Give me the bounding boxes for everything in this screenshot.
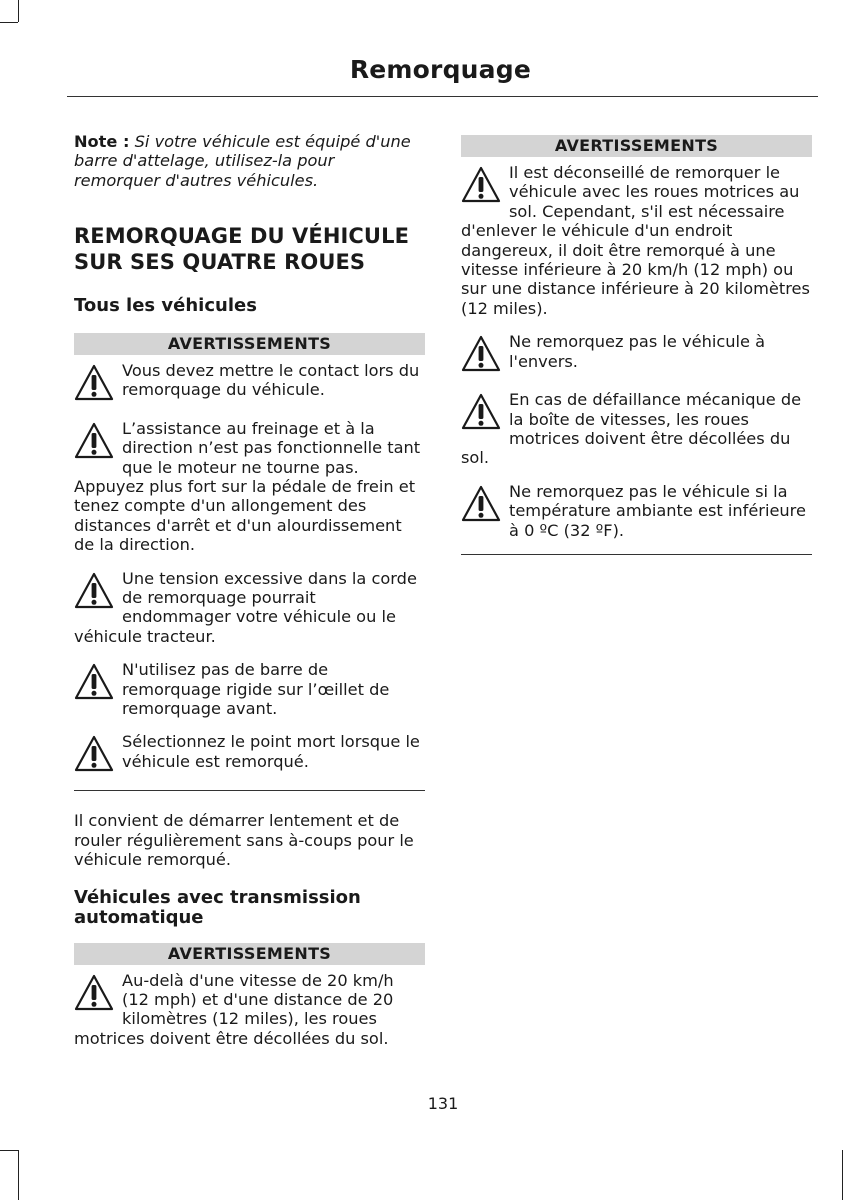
warning-item [74, 569, 425, 647]
warning-triangle-icon [74, 361, 118, 405]
warnings-header: AVERTISSEMENTS [74, 943, 425, 965]
crop-mark [18, 1150, 19, 1200]
crop-mark [0, 22, 18, 23]
left-column [74, 132, 425, 1062]
warning-text: Il est déconseillé de remorquer le véhicule avec les roues motrices au sol. Cependant, s'il est nécessaire d'enlever le véhicule d'un endroit dangereux, il doit être remorqué à une vitesse inférieure à 20 km/h (12 mph) ou sur une distance inférieure à 20 kilomètres (12 miles). [461, 163, 810, 318]
warning-text: Vous devez mettre le contact lors du remorquage du véhicule. [122, 360, 420, 400]
body-paragraph: Il convient de démarrer lentement et de rouler régulièrement sans à-coups pour le véhicule remorqué. [74, 811, 414, 870]
warning-item [461, 390, 812, 468]
subheading-automatic: Véhicules avec transmission automatique [74, 886, 361, 929]
warnings-header: AVERTISSEMENTS [74, 333, 425, 355]
warning-text-extra: Appuyez plus fort sur la pédale de frein et tenez compte d'un allongement des distances d'arrêt et d'un alourdissement de la direction. [74, 476, 416, 555]
warning-triangle-icon [74, 419, 118, 463]
right-column [461, 135, 812, 575]
note [74, 132, 425, 190]
subheading-all-vehicles: Tous les véhicules [74, 295, 257, 317]
warning-item [74, 419, 425, 555]
section-heading: REMORQUAGE DU VÉHICULE SUR SES QUATRE ROUES [74, 224, 410, 275]
warning-item [74, 660, 425, 718]
warnings-header: AVERTISSEMENTS [461, 135, 812, 157]
warning-text: Au-delà d'une vitesse de 20 km/h (12 mph) et d'une distance de 20 kilomètres (12 miles), les roues motrices doivent être décollées du sol. [74, 970, 394, 1048]
note-text: Si votre véhicule est équipé d'une barre d'attelage, utilisez-la pour remorquer d'autres véhicules. [74, 132, 411, 190]
warning-text: Ne remorquez pas le véhicule si la température ambiante est inférieure à 0 ºC (32 ºF). [509, 481, 806, 540]
crop-mark [0, 1150, 18, 1151]
warning-text: En cas de défaillance mécanique de la boîte de vitesses, les roues motrices doivent être décollées du sol. [461, 390, 802, 468]
warning-triangle-icon [461, 390, 505, 434]
warnings-end-divider [461, 554, 812, 555]
warning-text: Une tension excessive dans la corde de remorquage pourrait endommager votre véhicule ou le véhicule tracteur. [74, 568, 417, 646]
warning-item [461, 163, 812, 318]
warning-item [74, 971, 425, 1049]
warning-triangle-icon [461, 332, 505, 376]
warning-triangle-icon [74, 732, 118, 776]
warnings-end-divider [74, 790, 425, 791]
crop-mark [18, 0, 19, 22]
note-label: Note : [74, 132, 130, 151]
warning-triangle-icon [74, 569, 118, 613]
header-divider [67, 96, 818, 97]
crop-mark [842, 1150, 843, 1200]
warning-triangle-icon [461, 482, 505, 526]
warning-item [74, 732, 425, 776]
warning-item [461, 332, 812, 376]
warning-text: N'utilisez pas de barre de remorquage rigide sur l’œillet de remorquage avant. [122, 660, 390, 718]
warning-item [74, 361, 425, 405]
page-title: Remorquage [349, 55, 531, 84]
warning-triangle-icon [74, 971, 118, 1015]
warning-text: Sélectionnez le point mort lorsque le véhicule est remorqué. [122, 732, 420, 771]
page-number: 131 [427, 1094, 459, 1113]
warning-item [461, 482, 812, 540]
warning-text: L’assistance au freinage et à la direction n’est pas fonctionnelle tant que le moteur ne tourne pas. [122, 418, 421, 477]
warning-triangle-icon [461, 163, 505, 207]
warning-triangle-icon [74, 660, 118, 704]
warning-text: Ne remorquez pas le véhicule à l'envers. [509, 332, 766, 371]
